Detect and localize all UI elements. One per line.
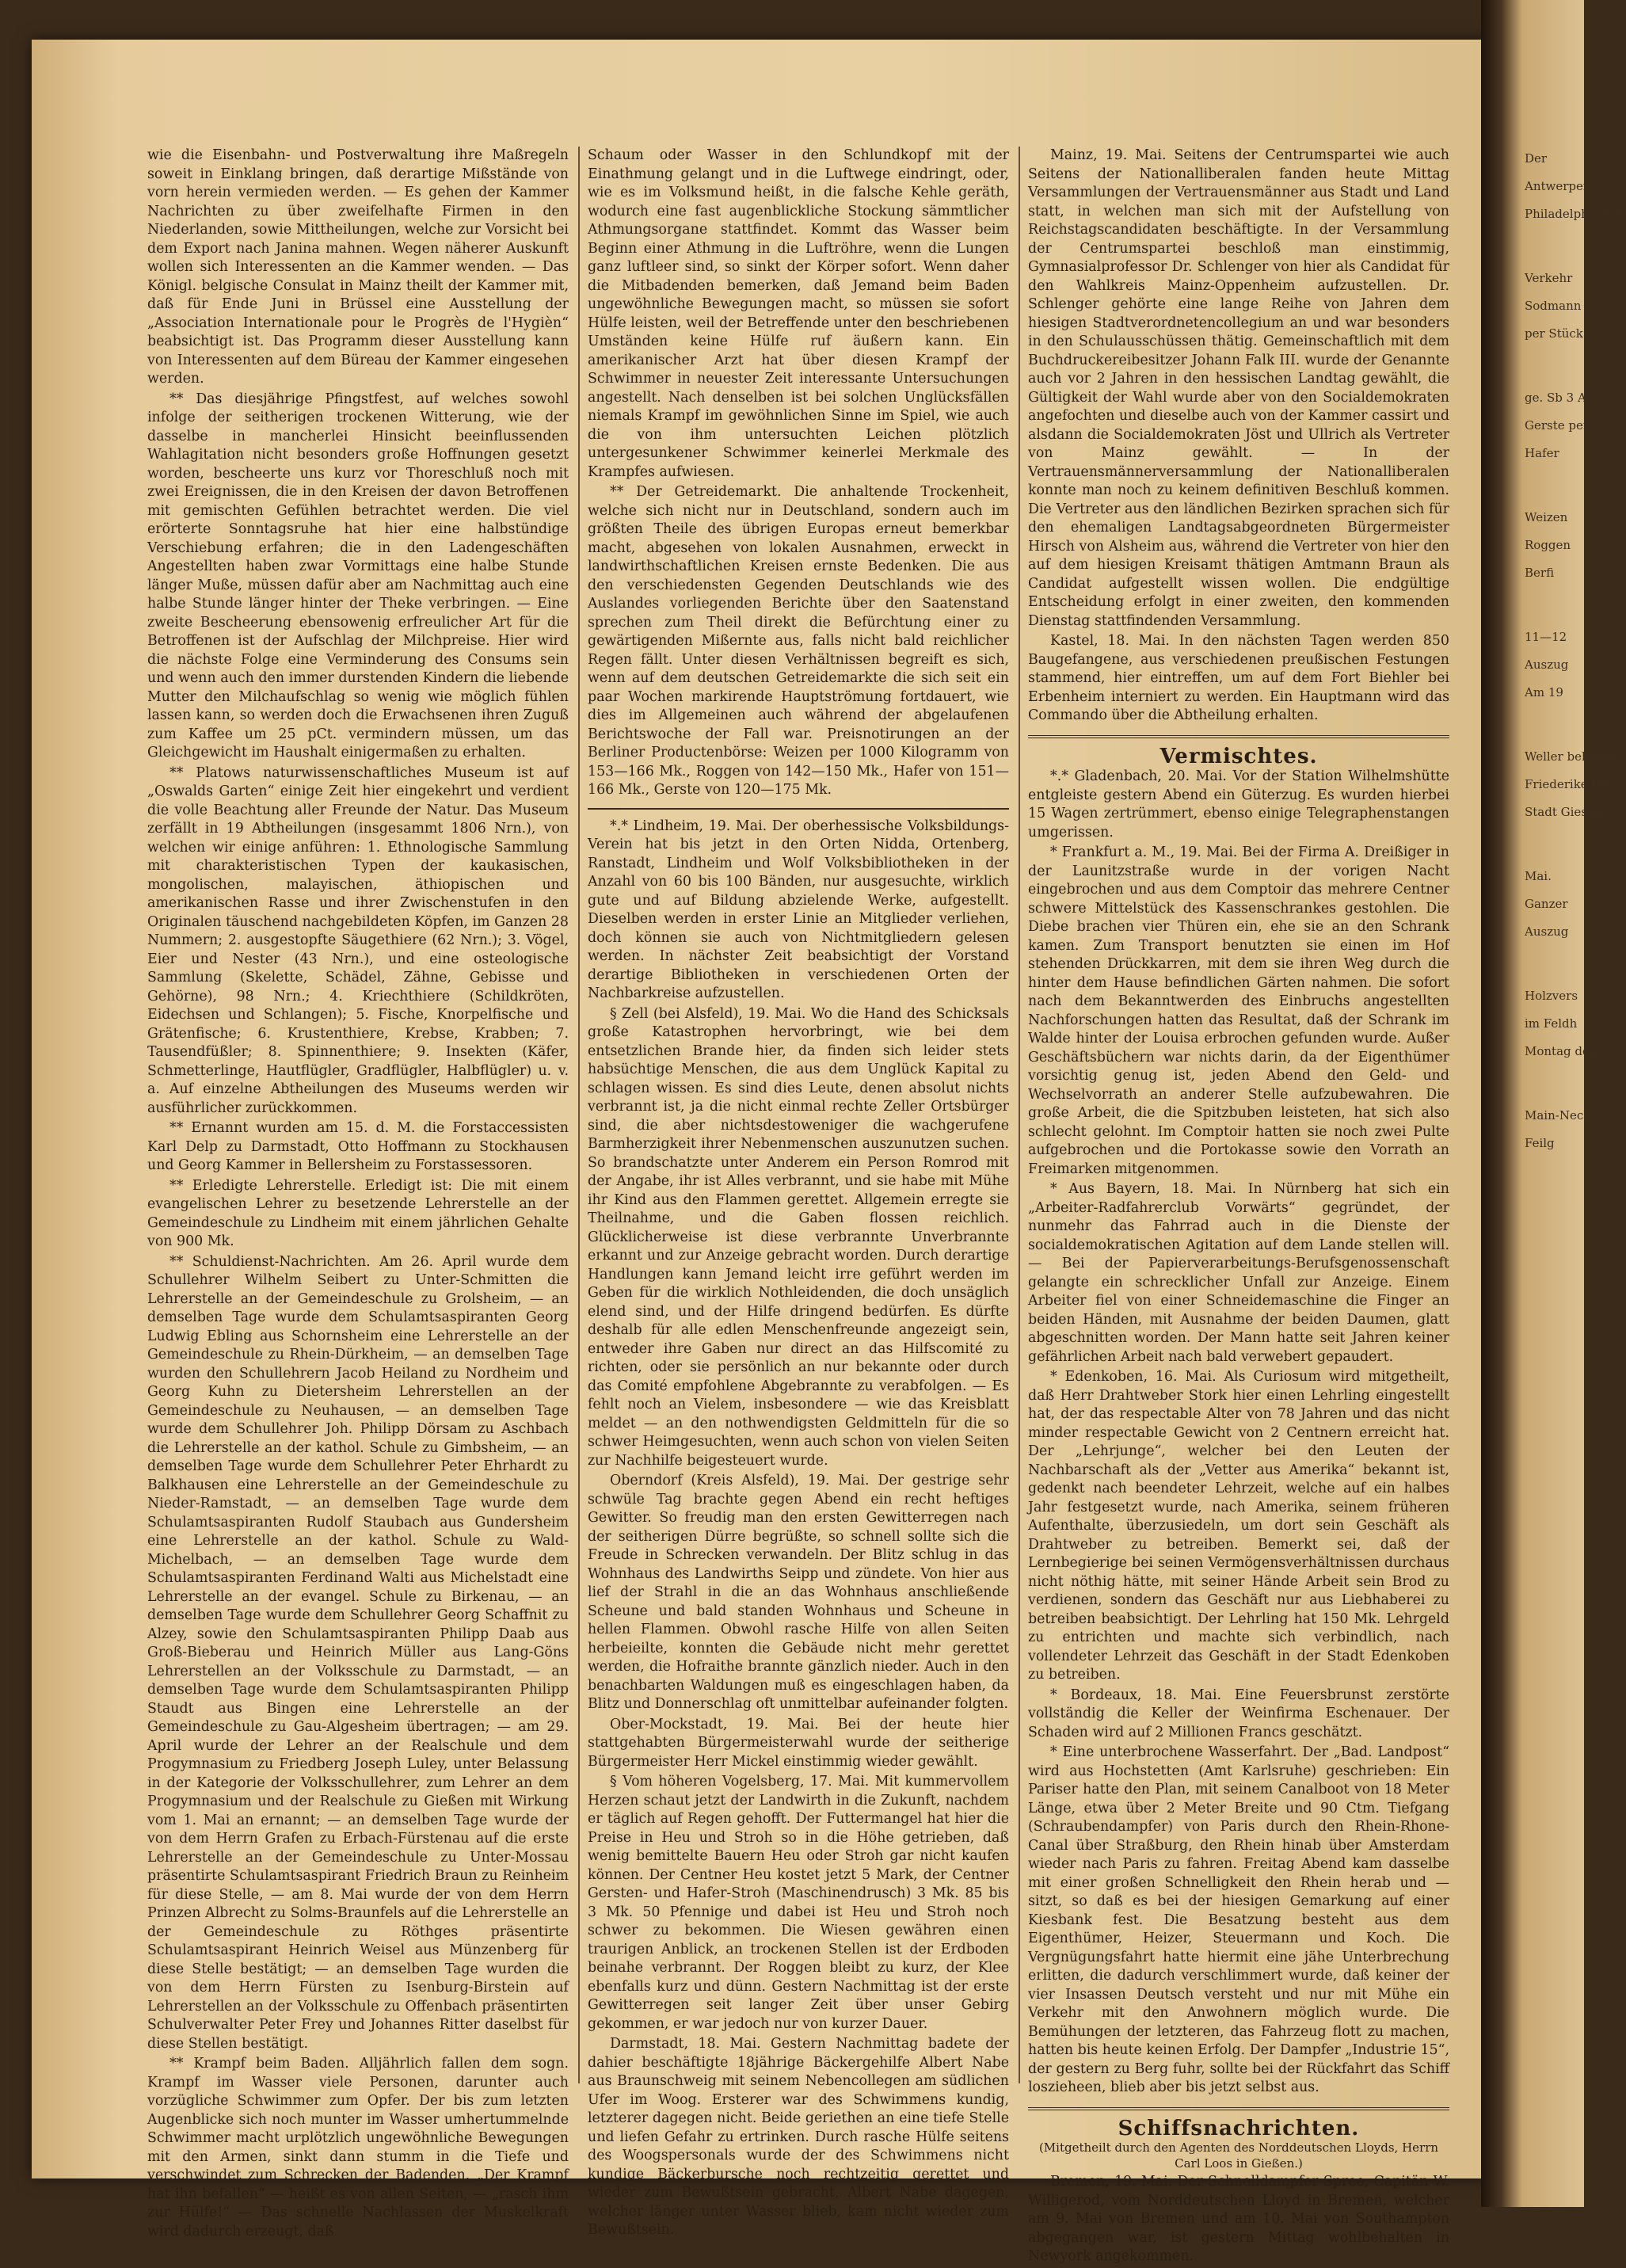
fragment-line: Antwerpen <box>1525 179 1591 193</box>
article-gladenbach: *.* Gladenbach, 20. Mai. Vor der Station Wilhelmshütte entgleiste gestern Abend ein Güterzug. Es wurden hierbei 15 Wagen zertrümmert, ebenso einige Telegraphenstangen umgerissen. <box>1028 768 1449 840</box>
article-mainz: Mainz, 19. Mai. Seitens der Centrumspartei wie auch Seitens der Nationalliberalen fanden heute Mittag Versammlungen der Vertrauensmänner aus Stadt und Land statt, in welchen man sich mit der Aufstellung von Reichstagscandidaten beschäftigte. In der Versammlung der Centrumspartei beschloß man einstimmig, Gymnasialprofessor Dr. Schlenger von hier als Candidat für den Wahlkreis Mainz-Oppenheim aufzustellen. Dr. Schlenger gehörte eine lange Reihe von Jahren dem hiesigen Stadtverordnetencollegium an und war besonders in den Schulausschüssen thätig. Gemeinschaftlich mit dem Buchdruckereibesitzer Johann Falk III. wurde der Genannte auch vor 2 Jahren in den hessischen Landtag gewählt, die Gültigkeit der Wahl wurde aber von den Socialdemokraten angefochten und dieselbe auch von der Kammer cassirt und alsdann die Socialdemokraten Jöst und Ullrich als Vertreter von Mainz gewählt. — In der Vertrauensmännerversammlung der Nationalliberalen konnte man noch zu keinem definitiven Beschluß kommen. Die Vertreter aus den ländlichen Bezirken sprachen sich für den ehemaligen Landtagsabgeordneten Bürgermeister Hirsch von Alsheim aus, während die Vertreter von hier den auf dem hiesigen Kreisamt thätigen Amtmann Braun als Candidat aufgestellt wissen wollen. Die endgültige Entscheidung erfolgt in einer zweiten, den kommenden Dienstag stattfindenden Versammlung. <box>1028 147 1449 629</box>
article-lehrerstelle: ** Erledigte Lehrerstelle. Erledigt ist: Die mit einem evangelischen Lehrer zu besetzende Lehrerstelle an der Gemeindeschule zu Lindheim mit einem jährlichen Gehalte von 900 Mk. <box>147 1177 569 1249</box>
fragment-line: 11—12 <box>1525 630 1567 644</box>
article-krampf: ** Krampf beim Baden. Alljährlich fallen dem sogn. Krampf im Wasser viele Personen, darunter auch vorzügliche Schwimmer zum Opfer. Der bis zum letzten Augenblicke sich noch munter im Wasser umhertummelnde Schwimmer macht urplötzlich ungewöhnliche Bewegungen mit den Armen, sinkt dann stumm in die Tiefe und verschwindet zum Schrecken der Badenden. „Der Krampf hat ihn befallen“ — heißt es von allen Seiten, — „rasch ihm zur Hülfe!“ — Das schnelle Nachlassen der Muskelkraft wird dadurch erzeugt, daß <box>147 2056 569 2239</box>
article-paragraph: Schaum oder Wasser in den Schlundkopf mit der Einathmung gelangt und in die Luftwege eindringt, oder, wie es im Volksmund heißt, in die falsche Kehle geräth, wodurch eine fast augenblickliche Stockung sämmtlicher Athmungsorgane stattfindet. Kommt das Wasser beim Beginn einer Athmung in die Luftröhre, wenn die Lungen ganz luftleer sind, so sinkt der Körper sofort. Wenn daher die Mitbadenden bemerken, daß Jemand beim Baden ungewöhnliche Bewegungen macht, so müssen sie sofort Hülfe leisten, weil der Betreffende unter den beschriebenen Umständen keine Hülfe ruf äußern kann. Ein amerikanischer Arzt hat über diesen Krampf der Schwimmer in neuester Zeit interessante Untersuchungen angestellt. Nach denselben ist bei solchen Unglücksfällen niemals Krampf im gewöhnlichen Sinne im Spiel, wie auch die von ihm untersuchten Leichen plötzlich untergesunkener Schwimmer keinerlei Merkmale des Krampfes aufwiesen. <box>588 147 1009 480</box>
article-getreidemarkt: ** Der Getreidemarkt. Die anhaltende Trockenheit, welche sich nicht nur in Deutschland, sondern auch im größten Theile des übrigen Europas erneut bemerkbar macht, abgesehen von lokalen Ausnahmen, erweckt in landwirthschaftlichen Kreisen ernste Bedenken. Die aus den verschiedensten Gegenden Deutschlands wie des Auslandes vorliegenden Berichte über den Saatenstand sprechen zum Theil direkt die Befürchtung einer zu gewärtigenden Mißernte aus, falls nicht bald reichlicher Regen fällt. Unter diesen Verhältnissen begreift es sich, wenn auf dem deutschen Getreidemarkte die sich seit ein paar Wochen markirende Hauptströmung fortdauert, wie dies im Allgemeinen auch während der abgelaufenen Berichtswoche der Fall war. Preisnotirungen an der Berliner Productenbörse: Weizen per 1000 Kilogramm von 153—166 Mk., Roggen von 142—150 Mk., Hafer von 151—166 Mk., Gerste von 120—175 Mk. <box>588 484 1009 798</box>
column-rule <box>1019 147 1020 2083</box>
divider <box>588 808 1009 810</box>
fragment-line: Gerste per <box>1525 418 1590 433</box>
fragment-line: Berfi <box>1525 566 1555 580</box>
fragment-line: Ganzer <box>1525 897 1568 911</box>
article-vogelsberg: § Vom höheren Vogelsberg, 17. Mai. Mit kummervollem Herzen schaut jetzt der Landwirth in die Zukunft, nachdem er täglich auf Regen gehofft. Der Futtermangel hat hier die Preise in Heu und Stroh so in die Höhe getrieben, daß wenig bemittelte Bauern Heu oder Stroh gar nicht kaufen können. Der Centner Heu kostet jetzt 5 Mark, der Centner Gersten- und Hafer-Stroh (Maschinendrusch) 3 Mk. 85 bis 3 Mk. 50 Pfennige und dabei ist Heu und Stroh noch schwer zu bekommen. Die Wiesen gewähren einen traurigen Anblick, an trockenen Stellen ist der Erdboden beinahe verbrannt. Der Roggen bleibt zu kurz, der Klee ebenfalls kurz und dünn. Gestern Nachmittag ist der erste Gewitterregen seit langer Zeit über unser Gebirg gekommen, er war jedoch nur von kurzer Dauer. <box>588 1774 1009 2032</box>
column-2 <box>588 147 1009 2242</box>
divider <box>1028 735 1449 738</box>
fragment-line: Weller bekannt <box>1525 749 1616 764</box>
article-schuldienst: ** Schuldienst-Nachrichten. Am 26. April wurde dem Schullehrer Wilhelm Seibert zu Unter-Schmitten die Lehrerstelle an der Gemeindeschule zu Grolsheim, — an demselben Tage wurde dem Schulamtsaspiranten Georg Ludwig Ebling aus Schornsheim eine Lehrerstelle an der Gemeindeschule zu Rhein-Dürkheim, — an demselben Tage wurden den Schullehrern Jacob Heiland zu Nordheim und Georg Kuhn zu Dietersheim Lehrerstellen an der Gemeindeschule zu Neuhausen, — an demselben Tage wurde dem Schullehrer Joh. Philipp Dörsam zu Aschbach die Lehrerstelle an der kathol. Schule zu Gimbsheim, — an demselben Tage wurde dem Schullehrer Peter Ehrhardt zu Balkhausen eine Lehrerstelle an der Gemeindeschule zu Nieder-Ramstadt, — an demselben Tage wurde dem Schulamtsaspiranten Rudolf Staubach aus Gundersheim eine Lehrerstelle an der kathol. Schule zu Wald-Michelbach, — an demselben Tage wurde dem Schulamtsaspiranten Ferdinand Walti aus Michelstadt eine Lehrerstelle an der evangel. Schule zu Birkenau, — an demselben Tage wurde dem Schullehrer Georg Schaffnit zu Alzey, sowie den Schulamtsaspiranten Philipp Daab aus Groß-Bieberau und Heinrich Müller aus Lang-Göns Lehrerstellen an der Volksschule zu Darmstadt, — an demselben Tage wurde dem Schulamtsaspiranten Philipp Staudt aus Bingen eine Lehrerstelle an der Gemeindeschule zu Gau-Algesheim übertragen; — am 29. April wurde der Lehrer an der Realschule und dem Progymnasium zu Friedberg Joseph Luley, unter Belassung in der Kategorie der Volksschullehrer, zum Lehrer an dem Progymnasium und der Realschule zu Gießen mit Wirkung vom 1. Mai an ernannt; — an demselben Tage wurde der von dem Herrn Grafen zu Erbach-Fürstenau auf die erste Lehrerstelle an der Gemeindeschule zu Unter-Mossau präsentirte Schulamtsaspirant Friedrich Braun zu Reinheim für diese Stelle, — am 8. Mai wurde der von dem Herrn Prinzen Albrecht zu Solms-Braunfels auf die Lehrerstelle an der Gemeindeschule zu Röthges präsentirte Schulamtsaspirant Heinrich Weisel aus Münzenberg für diese Stelle bestätigt; — an demselben Tage wurden die von dem Herrn Fürsten zu Isenburg-Birstein auf Lehrerstellen an der Volksschule zu Offenbach präsentirten Schulverwalter Peter Frey und Johannes Ritter daselbst für diese Stellen bestätigt. <box>147 1253 569 2052</box>
fragment-line: Philadelphia und <box>1525 207 1626 221</box>
article-oberndorf: Oberndorf (Kreis Alsfeld), 19. Mai. Der gestrige sehr schwüle Tag brachte gegen Abend ein recht heftiges Gewitter. So freudig man den ersten Gewitterregen nach der seitherigen Dürre begrüßte, so schnell sollte sich die Freude in Schrecken verwandeln. Der Blitz schlug in das Wohnhaus des Landwirths Seipp und zündete. Von hier aus lief der Strahl in die an das Wohnhaus anschließende Scheune und bald standen Wohnhaus und Scheune in hellen Flammen. Obwohl rasche Hilfe von allen Seiten herbeieilte, konnten die Gebäude nicht mehr gerettet werden, die Hofraithe brannte gänzlich nieder. Auch in den benachbarten Waldungen muß es eingeschlagen haben, da Blitz und Donnerschlag oft unmittelbar aufeinander folgten. <box>588 1473 1009 1712</box>
fragment-line: Auszug <box>1525 924 1569 939</box>
article-kastel: Kastel, 18. Mai. In den nächsten Tagen werden 850 Baugefangene, aus verschiedenen preußischen Festungen stammend, hier eintreffen, um auf dem Fort Biehler bei Erbenheim interniert zu werden. Ein Hauptmann wird das Commando über die Abtheilung erhalten. <box>1028 633 1449 723</box>
fragment-line: per Stück <box>1525 326 1583 341</box>
article-paragraph: wie die Eisenbahn- und Postverwaltung ihre Maßregeln soweit in Einklang bringen, daß derartige Mißstände von vorn herein vermieden werden. — Es gehen der Kammer Nachrichten zu über zweifelhafte Firmen in den Niederlanden, sowie Mittheilungen, welche zur Vorsicht bei dem Export nach Janina mahnen. Wegen näherer Auskunft wollen sich Interessenten an die Kammer wenden. — Das Königl. belgische Consulat in Mainz theilt der Kammer mit, daß für Ende Juni in Brüssel eine Ausstellung der „Association Internationale pour le Progrès de l'Hygièn“ beabsichtigt ist. Das Programm dieser Ausstellung kann von Interessenten auf dem Büreau der Kammer eingesehen werden. <box>147 147 569 387</box>
fragment-line: Main-Nech <box>1525 1108 1591 1123</box>
section-heading-vermischtes: Vermischtes. <box>1160 744 1318 768</box>
fragment-line: Weizen <box>1525 510 1568 524</box>
column-1 <box>147 147 569 2243</box>
article-bayern: * Aus Bayern, 18. Mai. In Nürnberg hat sich ein „Arbeiter-Radfahrerclub Vorwärts“ gegründet, der nunmehr das Fahrrad auch in die Dienste der socialdemokratischen Agitation auf dem Lande stellen will. — Bei der Papierverarbeitungs-Berufsgenossenschaft gelangte ein schrecklicher Unfall zur Anzeige. Einem Arbeiter fiel von einer Schneidemaschine die Finger an beiden Händen, mit Ausnahme der beiden Daumen, glatt abgeschnitten worden. Der Mann hatte seit Jahren keiner gefährlichen Arbeit nach bald verwebert gepaudert. <box>1028 1181 1449 1365</box>
article-frankfurt: * Frankfurt a. M., 19. Mai. Bei der Firma A. Dreißiger in der Launitzstraße wurde in der vorigen Nacht eingebrochen und aus dem Comptoir das mehrere Centner schwere Mittelstück des Kassenschrankes gestohlen. Die Diebe brachen vier Thüren ein, ehe sie an den Schrank kamen. Zum Transport benutzten sie einen im Hof stehenden Drückkarren, mit dem sie ihren Weg durch die hinter dem Hause befindlichen Gärten nahmen. Die sofort nach dem Bekanntwerden des Einbruchs angestellten Nachforschungen hatten das Resultat, daß der Schrank im Walde hinter der Louisa erbrochen gefunden wurde. Außer Geschäftsbüchern war nichts darin, da der Eigenthümer vorsichtig genug ist, jeden Abend den Geld- und Wechselvorrath an anderer Stelle aufzubewahren. Die große Arbeit, die die Spitzbuben leisteten, hat sich also schlecht gelohnt. Im Comptoir hatten sie noch zwei Pulte aufgebrochen und die Portokasse sowie den Vorrath an Freimarken mitgenommen. <box>1028 844 1449 1177</box>
article-ernannt: ** Ernannt wurden am 15. d. M. die Forstaccessisten Karl Delp zu Darmstadt, Otto Hoffmann zu Stockhausen und Georg Kammer in Bellersheim zu Forstassessoren. <box>147 1120 569 1173</box>
fragment-line: Sodmann T. <box>1525 299 1595 313</box>
article-darmstadt: Darmstadt, 18. Mai. Gestern Nachmittag badete der dahier beschäftigte 18jährige Bäckergehilfe Albert Nabe aus Braunschweig mit seinem Nebencollegen am südlichen Ufer im Woog. Ersterer war des Schwimmens kundig, letzterer dagegen nicht. Beide geriethen an eine tiefe Stelle und liefen Gefahr zu ertrinken. Durch rasche Hülfe seitens des Woogspersonals wurde der des Schwimmens nicht kundige Bäckerbursche noch rechtzeitig gerettet und wieder zum Bewußtsein gebracht, Albert Nabe dagegen, welcher länger unter Wasser blieb, kam nicht wieder zum Bewußtsein. <box>588 2036 1009 2238</box>
article-bremen: Bremen, 19. Mai. Der Schnelldampfer Spree, Capitän W. Willigerod, vom Norddeutschen Lloyd in Bremen, welcher am 9. Mai von Bremen und am 10. Mai von Southampton abgegangen war, ist gestern Mittag wohlbehalten in Newyork angekommen. <box>1028 2174 1449 2264</box>
fragment-line: Feilg <box>1525 1136 1555 1150</box>
article-museum: ** Platows naturwissenschaftliches Museum ist auf „Oswalds Garten“ einige Zeit hier eingekehrt und verdient die volle Beachtung aller Freunde der Natur. Das Museum zerfällt in 19 Abtheilungen (insgesammt 1806 Nrn.), von welchen wir einige anführen: 1. Ethnologische Sammlung mit charakteristischen Typen der kaukasischen, mongolischen, malayischen, äthiopischen und amerikanischen Rasse und ihrer Zwischenstufen in den Originalen täuschend nachgebildeten Köpfen, im Ganzen 28 Nummern; 2. ausgestopfte Säugethiere (62 Nrn.); 3. Vögel, Eier und Nester (43 Nrn.), und eine osteologische Sammlung (Skelette, Schädel, Zähne, Gebisse und Gehörne), 98 Nrn.; 4. Kriechthiere (Schildkröten, Eidechsen und Schlangen); 5. Fische, Knorpelfische und Grätenfische; 6. Krustenthiere, Krebse, Krabben; 7. Tausendfüßler; 8. Spinnenthiere; 9. Insekten (Käfer, Schmetterlinge, Hautflügler, Gradflügler, Halbflügler) u. v. a. Auf einzelne Abtheilungen des Museums werden wir ausführlicher zurückkommen. <box>147 764 569 1116</box>
fragment-line: im Feldh <box>1525 1016 1578 1031</box>
fragment-line: Friederike Wil <box>1525 777 1612 791</box>
section-heading-schiffsnachrichten: Schiffsnachrichten. <box>1118 2116 1360 2140</box>
fragment-line: Stadt Giessen <box>1525 805 1609 819</box>
fragment-line: Am 19 <box>1525 685 1563 699</box>
fragment-line: Der <box>1525 151 1548 166</box>
article-wasserfahrt: * Eine unterbrochene Wasserfahrt. Der „Bad. Landpost“ wird aus Hochstetten (Amt Karlsruhe) geschrieben: Ein Pariser hatte den Plan, mit seinem Canalboot von 18 Meter Länge, etwa über 2 Meter Breite und 90 Ctm. Tiefgang (Schraubendampfer) von Paris durch den Rhein-Rhone-Canal über Straßburg, den Rhein hinab über Amsterdam wieder nach Paris zu fahren. Freitag Abend kam dasselbe mit einer großen Schnelligkeit den Rhein herab und — sitzt, so daß es bei der hiesigen Gemarkung auf einer Kiesbank fest. Die Besatzung besteht aus dem Eigenthümer, Heizer, Steuermann und Koch. Die Vergnügungsfahrt hatte hiermit eine jähe Unterbrechung erlitten, die dadurch verschlimmert wurde, daß keiner der vier Insassen Deutsch versteht und nur mit Mühe ein Verkehr mit den Anwohnern möglich wurde. Die Bemühungen der letzteren, das Fahrzeug flott zu machen, hatten bis heute keinen Erfolg. Der Dampfer „Industrie 15“, der gestern zu Berg fuhr, sollte bei der Rückfahrt das Schiff loszieheen, blieb aber bis jetzt selbst aus. <box>1028 1744 1449 2095</box>
column-3 <box>1028 147 1449 2268</box>
fragment-line: Hafer <box>1525 446 1559 460</box>
fragment-line: Verkehr <box>1525 271 1573 285</box>
article-bordeaux: * Bordeaux, 18. Mai. Eine Feuersbrunst zerstörte vollständig die Keller der Weinfirma Eschenauer. Der Schaden wird auf 2 Millionen Francs geschätzt. <box>1028 1687 1449 1740</box>
article-zell: § Zell (bei Alsfeld), 19. Mai. Wo die Hand des Schicksals große Katastrophen hervorbringt, wie bei dem entsetzlichen Brande hier, da finden sich leider stets habsüchtige Menschen, die aus dem Unglück Kapital zu schlagen wissen. Es sind dies Leute, denen absolut nichts verbrannt ist, ja die nicht einmal rechte Zeller Ortsbürger sind, die aber nichtsdestoweniger die wachgerufene Barmherzigkeit ihrer Nebenmenschen auszunutzen suchen. So brandschatzte unter Anderem ein Person Romrod mit der Angabe, ihr ist Alles verbrannt, und sie habe mit Mühe ihr Kind aus den Flammen gerettet. Allgemein erregte sie Theilnahme, und die Gaben flossen reichlich. Glücklicherweise ist diese verbrannte Unverbrannte erkannt und zur Anzeige gebracht worden. Durch derartige Handlungen kann Jemand leicht irre geführt werden im Geben für die wirklich Nothleidenden, die doch unsäglich elend sind, und der Hilfe dringend bedürfen. Es dürfte deshalb für alle edlen Menschenfreunde angezeigt sein, entweder ihre Gaben nur direct an das Hilfscomité zu richten, oder sie persönlich an nur bekannte oder durch das Comité empfohlene Abgebrannte zu verabfolgen. — Es fehlt noch an Vielem, insbesondere — wie das Kreisblatt meldet — an den nothwendigsten Geldmitteln für die so schwer Heimgesuchten, wenn auch schon von vielen Seiten zur Nachhilfe beigesteuert wurde. <box>588 1005 1009 1469</box>
article-edenkoben: * Edenkoben, 16. Mai. Als Curiosum wird mitgetheilt, daß Herr Drahtweber Stork hier einen Lehrling eingestellt hat, der das respectable Alter von 78 Jahren und das nicht minder respectable Gewicht von 2 Centnern erreicht hat. Der „Lehrjunge“, welcher bei den Leuten der Nachbarschaft als der „Vetter aus Amerika“ bekannt ist, gedenkt nach beendeter Lehrzeit, welche auf ein halbes Jahr festgesetzt wurde, nach Amerika, seinem früheren Aufenthalte, überzusiedeln, um dort sein Geschäft als Drahtweber zu betreiben. Bemerkt sei, daß der Lernbegierige bei seinen Vermögensverhältnissen durchaus nicht nöthig hätte, mit seiner Hände Arbeit sein Brod zu verdienen, sondern das Geschäft nur aus Liebhaberei zu betreiben beabsichtigt. Der Lehrling hat 150 Mk. Lehrgeld zu entrichten und machte sich verbindlich, nach vollendeter Lehrzeit das Geschäft in der Stadt Edenkoben zu betreiben. <box>1028 1369 1449 1683</box>
adjacent-page-fragment <box>1525 151 1626 1163</box>
fragment-line: Montag den <box>1525 1044 1597 1058</box>
fragment-line: ge. Sb 3 A. <box>1525 391 1590 405</box>
article-lindheim: *.* Lindheim, 19. Mai. Der oberhessische Volksbildungs-Verein hat bis jetzt in den Orten Nidda, Ortenberg, Ranstadt, Lindheim und Wolf Volksbibliotheken in der Anzahl von 60 bis 100 Bänden, nur ausgesuchte, wirklich gute und auf Bildung abzielende Werke, aufgestellt. Dieselben werden in erster Linie an Mitglieder verliehen, doch können sie auch von Nichtmitgliedern gelesen werden. In nächster Zeit beabsichtigt der Vorstand derartige Bibliotheken in verschiedenen Orten der Nachbarkreise aufzustellen. <box>588 818 1009 1001</box>
section-subheading: (Mitgetheilt durch den Agenten des Norddeutschen Lloyds, Herrn Carl Loos in Gießen.) <box>1038 2140 1439 2171</box>
fragment-line: Holzvers <box>1525 989 1578 1003</box>
divider <box>1028 2107 1449 2110</box>
column-rule <box>578 147 580 2083</box>
article-ober-mockstadt: Ober-Mockstadt, 19. Mai. Bei der heute hier stattgehabten Bürgermeisterwahl wurde der seitherige Bürgermeister Herr Mickel einstimmig wieder gewählt. <box>588 1716 1009 1770</box>
fragment-line: Mai. <box>1525 869 1552 883</box>
article-pfingstfest: ** Das diesjährige Pfingstfest, auf welches sowohl infolge der seitherigen trockenen Witterung, wie der dasselbe in mancherlei Hinsicht beeinflussenden Wahlagitation nicht besonders große Hoffnungen gesetzt worden, bescheerte uns kurz vor Thoreschluß noch mit zwei Ereignissen, die in den Kreisen der davon Betroffenen mit gemischten Gefühlen betrachtet werden. Die viel erörterte Sonntagsruhe hat hier eine halbstündige Verschiebung erfahren; die in den Ladengeschäften Angestellten haben zwar Vormittags eine halbe Stunde länger Muße, müssen dafür aber am Nachmittag auch eine halbe Stunde länger hinter der Theke verbringen. — Eine zweite Bescheerung ebensowenig erfreulicher Art für die Betroffenen ist der Aufschlag der Milchpreise. Hier wird die nächste Folge eine Verminderung des Consums sein und wenn auch den immer durstenden Kindern die liebende Mutter den Milchaufschlag so wenig wie möglich fühlen lassen kann, so werden doch die Erwachsenen ihren Zuguß zum Kaffee um 25 pCt. vermindern müssen, um das Gleichgewicht im Haushalt einigermaßen zu erhalten. <box>147 391 569 760</box>
fragment-line: Roggen <box>1525 538 1571 552</box>
fragment-line: Auszug <box>1525 658 1569 672</box>
